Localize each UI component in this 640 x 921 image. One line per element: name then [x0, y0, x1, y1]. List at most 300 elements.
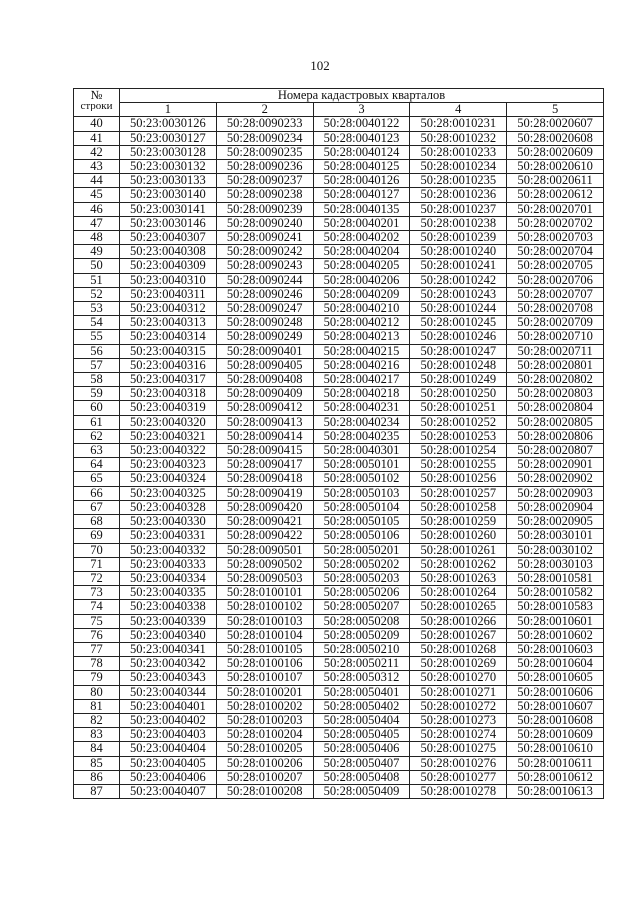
cadastral-number-cell: 50:28:0010249 — [410, 373, 507, 387]
cadastral-number-cell: 50:28:0010253 — [410, 429, 507, 443]
cadastral-number-cell: 50:28:0090240 — [216, 216, 313, 230]
cadastral-number-cell: 50:28:0040234 — [313, 415, 410, 429]
cadastral-number-cell: 50:28:0050105 — [313, 515, 410, 529]
row-number-cell: 76 — [74, 628, 120, 642]
cadastral-number-cell: 50:28:0010613 — [507, 784, 604, 798]
cadastral-number-cell: 50:23:0040317 — [120, 373, 217, 387]
cadastral-number-cell: 50:28:0010232 — [410, 131, 507, 145]
table-row — [74, 444, 604, 458]
cadastral-number-cell: 50:28:0050201 — [313, 543, 410, 557]
cadastral-number-cell: 50:28:0020803 — [507, 387, 604, 401]
table-row — [74, 373, 604, 387]
cadastral-number-cell: 50:28:0010248 — [410, 358, 507, 372]
row-number-cell: 80 — [74, 685, 120, 699]
cadastral-number-cell: 50:28:0090421 — [216, 515, 313, 529]
cadastral-number-cell: 50:28:0100208 — [216, 784, 313, 798]
cadastral-number-cell: 50:23:0030128 — [120, 145, 217, 159]
table-header — [74, 89, 604, 117]
table-row — [74, 415, 604, 429]
cadastral-number-cell: 50:23:0040343 — [120, 671, 217, 685]
row-number-header-sub: строки — [80, 102, 113, 112]
table-row — [74, 117, 604, 131]
cadastral-number-cell: 50:23:0040312 — [120, 302, 217, 316]
cadastral-number-cell: 50:28:0100201 — [216, 685, 313, 699]
cadastral-number-cell: 50:28:0010236 — [410, 188, 507, 202]
cadastral-number-cell: 50:28:0100101 — [216, 586, 313, 600]
cadastral-number-cell: 50:28:0040209 — [313, 287, 410, 301]
row-number-cell: 85 — [74, 756, 120, 770]
column-number-header: 2 — [216, 103, 313, 117]
column-number-header: 1 — [120, 103, 217, 117]
cadastral-number-cell: 50:23:0040332 — [120, 543, 217, 557]
cadastral-number-cell: 50:28:0050209 — [313, 628, 410, 642]
cadastral-number-cell: 50:23:0040310 — [120, 273, 217, 287]
cadastral-number-cell: 50:28:0090248 — [216, 316, 313, 330]
table-row — [74, 486, 604, 500]
row-number-cell: 46 — [74, 202, 120, 216]
cadastral-number-cell: 50:28:0040201 — [313, 216, 410, 230]
row-number-cell: 69 — [74, 529, 120, 543]
cadastral-number-cell: 50:28:0090501 — [216, 543, 313, 557]
table-row — [74, 614, 604, 628]
cadastral-number-cell: 50:28:0010255 — [410, 458, 507, 472]
cadastral-number-cell: 50:23:0040309 — [120, 259, 217, 273]
cadastral-number-cell: 50:28:0020711 — [507, 344, 604, 358]
table-row — [74, 657, 604, 671]
cadastral-number-cell: 50:28:0100207 — [216, 770, 313, 784]
row-number-cell: 56 — [74, 344, 120, 358]
column-number-row — [74, 103, 604, 117]
cadastral-number-cell: 50:28:0010241 — [410, 259, 507, 273]
cadastral-number-cell: 50:28:0040205 — [313, 259, 410, 273]
cadastral-number-cell: 50:28:0010264 — [410, 586, 507, 600]
cadastral-number-cell: 50:28:0090236 — [216, 160, 313, 174]
table-row — [74, 557, 604, 571]
cadastral-number-cell: 50:28:0050208 — [313, 614, 410, 628]
cadastral-number-cell: 50:23:0040315 — [120, 344, 217, 358]
table-row — [74, 642, 604, 656]
row-number-cell: 86 — [74, 770, 120, 784]
row-number-cell: 75 — [74, 614, 120, 628]
cadastral-number-cell: 50:28:0090401 — [216, 344, 313, 358]
cadastral-number-cell: 50:28:0100204 — [216, 728, 313, 742]
cadastral-number-cell: 50:23:0040344 — [120, 685, 217, 699]
cadastral-number-cell: 50:28:0040204 — [313, 245, 410, 259]
cadastral-number-cell: 50:23:0040325 — [120, 486, 217, 500]
table-row — [74, 401, 604, 415]
cadastral-number-cell: 50:23:0030133 — [120, 174, 217, 188]
cadastral-number-cell: 50:28:0100202 — [216, 699, 313, 713]
row-number-cell: 49 — [74, 245, 120, 259]
row-number-cell: 67 — [74, 500, 120, 514]
cadastral-number-cell: 50:23:0040340 — [120, 628, 217, 642]
cadastral-number-cell: 50:28:0050408 — [313, 770, 410, 784]
row-number-cell: 43 — [74, 160, 120, 174]
cadastral-number-cell: 50:28:0090418 — [216, 472, 313, 486]
table-row — [74, 742, 604, 756]
cadastral-number-cell: 50:23:0040403 — [120, 728, 217, 742]
table-row — [74, 728, 604, 742]
cadastral-number-cell: 50:28:0100106 — [216, 657, 313, 671]
cadastral-number-cell: 50:28:0020703 — [507, 231, 604, 245]
cadastral-number-cell: 50:28:0010237 — [410, 202, 507, 216]
cadastral-number-cell: 50:28:0090412 — [216, 401, 313, 415]
cadastral-number-cell: 50:28:0010276 — [410, 756, 507, 770]
row-number-cell: 40 — [74, 117, 120, 131]
cadastral-number-cell: 50:28:0020802 — [507, 373, 604, 387]
cadastral-number-cell: 50:28:0010612 — [507, 770, 604, 784]
table-row — [74, 131, 604, 145]
table-row — [74, 160, 604, 174]
table-row — [74, 472, 604, 486]
cadastral-number-cell: 50:28:0010233 — [410, 145, 507, 159]
cadastral-number-cell: 50:28:0020901 — [507, 458, 604, 472]
cadastral-number-cell: 50:28:0050202 — [313, 557, 410, 571]
cadastral-number-cell: 50:28:0040125 — [313, 160, 410, 174]
cadastral-number-cell: 50:28:0050312 — [313, 671, 410, 685]
cadastral-number-cell: 50:28:0040216 — [313, 358, 410, 372]
cadastral-number-cell: 50:28:0020904 — [507, 500, 604, 514]
cadastral-number-cell: 50:28:0020609 — [507, 145, 604, 159]
row-number-cell: 47 — [74, 216, 120, 230]
cadastral-number-cell: 50:28:0010245 — [410, 316, 507, 330]
cadastral-number-cell: 50:28:0010602 — [507, 628, 604, 642]
cadastral-number-cell: 50:28:0010269 — [410, 657, 507, 671]
row-number-cell: 59 — [74, 387, 120, 401]
cadastral-number-cell: 50:28:0050407 — [313, 756, 410, 770]
cadastral-number-cell: 50:23:0040405 — [120, 756, 217, 770]
cadastral-number-cell: 50:28:0050206 — [313, 586, 410, 600]
row-number-cell: 41 — [74, 131, 120, 145]
cadastral-number-cell: 50:28:0040215 — [313, 344, 410, 358]
cadastral-number-cell: 50:28:0020805 — [507, 415, 604, 429]
cadastral-number-cell: 50:28:0020607 — [507, 117, 604, 131]
table-row — [74, 302, 604, 316]
row-number-cell: 79 — [74, 671, 120, 685]
row-number-cell: 82 — [74, 713, 120, 727]
table-row — [74, 784, 604, 798]
row-number-cell: 81 — [74, 699, 120, 713]
cadastral-number-cell: 50:28:0100203 — [216, 713, 313, 727]
cadastral-number-cell: 50:28:0010268 — [410, 642, 507, 656]
cadastral-number-cell: 50:28:0050404 — [313, 713, 410, 727]
cadastral-number-cell: 50:28:0010271 — [410, 685, 507, 699]
cadastral-number-cell: 50:28:0010611 — [507, 756, 604, 770]
table-row — [74, 344, 604, 358]
cadastral-number-cell: 50:23:0040406 — [120, 770, 217, 784]
table-row — [74, 145, 604, 159]
cadastral-number-cell: 50:28:0090422 — [216, 529, 313, 543]
cadastral-number-cell: 50:28:0020701 — [507, 202, 604, 216]
table-row — [74, 685, 604, 699]
cadastral-number-cell: 50:28:0010277 — [410, 770, 507, 784]
cadastral-number-cell: 50:23:0030127 — [120, 131, 217, 145]
row-number-cell: 72 — [74, 571, 120, 585]
cadastral-number-cell: 50:28:0030102 — [507, 543, 604, 557]
cadastral-number-cell: 50:28:0040135 — [313, 202, 410, 216]
cadastral-number-cell: 50:28:0010238 — [410, 216, 507, 230]
cadastral-number-cell: 50:28:0010247 — [410, 344, 507, 358]
cadastral-number-cell: 50:28:0050402 — [313, 699, 410, 713]
cadastral-number-cell: 50:28:0020704 — [507, 245, 604, 259]
cadastral-number-cell: 50:28:0020708 — [507, 302, 604, 316]
cadastral-number-cell: 50:28:0010258 — [410, 500, 507, 514]
cadastral-number-cell: 50:28:0010266 — [410, 614, 507, 628]
cadastral-number-cell: 50:28:0010250 — [410, 387, 507, 401]
cadastral-number-cell: 50:28:0010607 — [507, 699, 604, 713]
cadastral-number-cell: 50:28:0090249 — [216, 330, 313, 344]
cadastral-number-cell: 50:28:0020710 — [507, 330, 604, 344]
table-row — [74, 316, 604, 330]
cadastral-number-cell: 50:28:0040301 — [313, 444, 410, 458]
row-number-cell: 84 — [74, 742, 120, 756]
cadastral-number-cell: 50:23:0040311 — [120, 287, 217, 301]
cadastral-number-cell: 50:28:0100103 — [216, 614, 313, 628]
cadastral-number-cell: 50:28:0090408 — [216, 373, 313, 387]
table-row — [74, 500, 604, 514]
row-number-cell: 42 — [74, 145, 120, 159]
cadastral-number-cell: 50:28:0100104 — [216, 628, 313, 642]
cadastral-number-cell: 50:28:0090415 — [216, 444, 313, 458]
cadastral-number-cell: 50:28:0010610 — [507, 742, 604, 756]
cadastral-number-cell: 50:28:0030101 — [507, 529, 604, 543]
cadastral-number-cell: 50:28:0050102 — [313, 472, 410, 486]
cadastral-number-cell: 50:23:0040402 — [120, 713, 217, 727]
table-row — [74, 671, 604, 685]
cadastral-number-cell: 50:28:0040122 — [313, 117, 410, 131]
cadastral-number-cell: 50:28:0010254 — [410, 444, 507, 458]
cadastral-number-cell: 50:28:0090233 — [216, 117, 313, 131]
row-number-cell: 68 — [74, 515, 120, 529]
cadastral-number-cell: 50:28:0010262 — [410, 557, 507, 571]
cadastral-number-cell: 50:28:0010256 — [410, 472, 507, 486]
row-number-cell: 83 — [74, 728, 120, 742]
cadastral-number-cell: 50:28:0090237 — [216, 174, 313, 188]
row-number-cell: 55 — [74, 330, 120, 344]
cadastral-number-cell: 50:28:0020612 — [507, 188, 604, 202]
row-number-cell: 66 — [74, 486, 120, 500]
table-row — [74, 245, 604, 259]
row-number-cell: 57 — [74, 358, 120, 372]
cadastral-number-cell: 50:28:0090247 — [216, 302, 313, 316]
row-number-header — [74, 89, 120, 117]
table-row — [74, 529, 604, 543]
cadastral-number-cell: 50:28:0090238 — [216, 188, 313, 202]
row-number-cell: 64 — [74, 458, 120, 472]
cadastral-number-cell: 50:23:0040313 — [120, 316, 217, 330]
table-row — [74, 713, 604, 727]
cadastral-number-cell: 50:28:0040124 — [313, 145, 410, 159]
cadastral-number-cell: 50:28:0010234 — [410, 160, 507, 174]
cadastral-number-cell: 50:28:0020702 — [507, 216, 604, 230]
cadastral-number-cell: 50:28:0050104 — [313, 500, 410, 514]
cadastral-number-cell: 50:23:0040407 — [120, 784, 217, 798]
row-number-cell: 52 — [74, 287, 120, 301]
cadastral-number-cell: 50:28:0050101 — [313, 458, 410, 472]
table-row — [74, 543, 604, 557]
cadastral-number-cell: 50:28:0010240 — [410, 245, 507, 259]
cadastral-number-cell: 50:28:0050207 — [313, 600, 410, 614]
cadastral-number-cell: 50:28:0010257 — [410, 486, 507, 500]
cadastral-number-cell: 50:28:0020610 — [507, 160, 604, 174]
row-number-cell: 87 — [74, 784, 120, 798]
cadastral-number-cell: 50:28:0040127 — [313, 188, 410, 202]
cadastral-number-cell: 50:28:0020902 — [507, 472, 604, 486]
cadastral-number-cell: 50:23:0040330 — [120, 515, 217, 529]
cadastral-number-cell: 50:23:0040324 — [120, 472, 217, 486]
table-row — [74, 628, 604, 642]
cadastral-number-cell: 50:28:0040217 — [313, 373, 410, 387]
cadastral-number-cell: 50:28:0010244 — [410, 302, 507, 316]
cadastral-number-cell: 50:28:0040202 — [313, 231, 410, 245]
cadastral-number-cell: 50:28:0090235 — [216, 145, 313, 159]
cadastral-number-cell: 50:28:0010263 — [410, 571, 507, 585]
table-row — [74, 202, 604, 216]
table-row — [74, 188, 604, 202]
cadastral-number-cell: 50:28:0100205 — [216, 742, 313, 756]
table-row — [74, 174, 604, 188]
cadastral-number-cell: 50:28:0010261 — [410, 543, 507, 557]
cadastral-number-cell: 50:23:0040320 — [120, 415, 217, 429]
cadastral-number-cell: 50:28:0040212 — [313, 316, 410, 330]
cadastral-number-cell: 50:28:0040235 — [313, 429, 410, 443]
cadastral-number-cell: 50:28:0010583 — [507, 600, 604, 614]
cadastral-number-cell: 50:23:0040333 — [120, 557, 217, 571]
cadastral-number-cell: 50:28:0050203 — [313, 571, 410, 585]
cadastral-number-cell: 50:28:0100105 — [216, 642, 313, 656]
cadastral-number-cell: 50:28:0100107 — [216, 671, 313, 685]
cadastral-number-cell: 50:28:0090417 — [216, 458, 313, 472]
cadastral-number-cell: 50:28:0010252 — [410, 415, 507, 429]
cadastral-number-cell: 50:28:0050409 — [313, 784, 410, 798]
table-row — [74, 216, 604, 230]
cadastral-number-cell: 50:28:0090246 — [216, 287, 313, 301]
cadastral-number-cell: 50:23:0040318 — [120, 387, 217, 401]
table-row — [74, 458, 604, 472]
table-row — [74, 429, 604, 443]
row-number-cell: 58 — [74, 373, 120, 387]
cadastral-number-cell: 50:23:0040321 — [120, 429, 217, 443]
cadastral-number-cell: 50:23:0040331 — [120, 529, 217, 543]
cadastral-number-cell: 50:28:0020608 — [507, 131, 604, 145]
cadastral-number-cell: 50:28:0090414 — [216, 429, 313, 443]
page-number: 102 — [310, 58, 330, 73]
quarters-group-header: Номера кадастровых кварталов — [120, 89, 604, 103]
cadastral-number-cell: 50:28:0090243 — [216, 259, 313, 273]
row-number-header-label: № — [90, 88, 103, 102]
cadastral-number-cell: 50:23:0040308 — [120, 245, 217, 259]
cadastral-number-cell: 50:28:0010606 — [507, 685, 604, 699]
cadastral-number-cell: 50:28:0040210 — [313, 302, 410, 316]
cadastral-number-cell: 50:23:0040339 — [120, 614, 217, 628]
cadastral-number-cell: 50:28:0090502 — [216, 557, 313, 571]
cadastral-number-cell: 50:23:0040316 — [120, 358, 217, 372]
table-row — [74, 756, 604, 770]
cadastral-number-cell: 50:28:0010239 — [410, 231, 507, 245]
cadastral-number-cell: 50:28:0010235 — [410, 174, 507, 188]
cadastral-number-cell: 50:28:0020905 — [507, 515, 604, 529]
cadastral-number-cell: 50:28:0010246 — [410, 330, 507, 344]
row-number-cell: 53 — [74, 302, 120, 316]
cadastral-number-cell: 50:28:0020707 — [507, 287, 604, 301]
cadastral-number-cell: 50:28:0040123 — [313, 131, 410, 145]
row-number-cell: 48 — [74, 231, 120, 245]
cadastral-number-cell: 50:28:0010605 — [507, 671, 604, 685]
table-row — [74, 571, 604, 585]
cadastral-number-cell: 50:28:0050103 — [313, 486, 410, 500]
table-body — [74, 117, 604, 799]
cadastral-quarters-table — [73, 88, 604, 799]
cadastral-number-cell: 50:28:0010273 — [410, 713, 507, 727]
cadastral-number-cell: 50:28:0010278 — [410, 784, 507, 798]
row-number-cell: 63 — [74, 444, 120, 458]
table-row — [74, 515, 604, 529]
cadastral-number-cell: 50:28:0020804 — [507, 401, 604, 415]
cadastral-number-cell: 50:28:0090413 — [216, 415, 313, 429]
table-row — [74, 387, 604, 401]
row-number-cell: 50 — [74, 259, 120, 273]
cadastral-number-cell: 50:28:0010609 — [507, 728, 604, 742]
cadastral-number-cell: 50:28:0090241 — [216, 231, 313, 245]
table-row — [74, 330, 604, 344]
cadastral-number-cell: 50:28:0100102 — [216, 600, 313, 614]
cadastral-number-cell: 50:28:0010272 — [410, 699, 507, 713]
cadastral-number-cell: 50:23:0040401 — [120, 699, 217, 713]
row-number-cell: 65 — [74, 472, 120, 486]
row-number-cell: 54 — [74, 316, 120, 330]
row-number-cell: 71 — [74, 557, 120, 571]
cadastral-number-cell: 50:28:0010231 — [410, 117, 507, 131]
cadastral-number-cell: 50:28:0090239 — [216, 202, 313, 216]
table-row — [74, 699, 604, 713]
row-number-cell: 77 — [74, 642, 120, 656]
cadastral-number-cell: 50:28:0030103 — [507, 557, 604, 571]
table-row — [74, 586, 604, 600]
row-number-cell: 74 — [74, 600, 120, 614]
cadastral-number-cell: 50:28:0050406 — [313, 742, 410, 756]
cadastral-number-cell: 50:28:0100206 — [216, 756, 313, 770]
row-number-cell: 45 — [74, 188, 120, 202]
cadastral-number-cell: 50:23:0030126 — [120, 117, 217, 131]
cadastral-number-cell: 50:23:0040319 — [120, 401, 217, 415]
row-number-cell: 51 — [74, 273, 120, 287]
cadastral-number-cell: 50:23:0040341 — [120, 642, 217, 656]
cadastral-number-cell: 50:28:0020903 — [507, 486, 604, 500]
cadastral-number-cell: 50:23:0040338 — [120, 600, 217, 614]
row-number-cell: 78 — [74, 657, 120, 671]
row-number-cell: 60 — [74, 401, 120, 415]
cadastral-number-cell: 50:28:0090419 — [216, 486, 313, 500]
cadastral-number-cell: 50:23:0040307 — [120, 231, 217, 245]
table-row — [74, 770, 604, 784]
cadastral-number-cell: 50:28:0010274 — [410, 728, 507, 742]
cadastral-number-cell: 50:28:0040231 — [313, 401, 410, 415]
row-number-cell: 62 — [74, 429, 120, 443]
cadastral-number-cell: 50:28:0090405 — [216, 358, 313, 372]
cadastral-number-cell: 50:23:0030132 — [120, 160, 217, 174]
cadastral-number-cell: 50:28:0020706 — [507, 273, 604, 287]
row-number-cell: 44 — [74, 174, 120, 188]
cadastral-number-cell: 50:28:0090234 — [216, 131, 313, 145]
cadastral-number-cell: 50:28:0040213 — [313, 330, 410, 344]
cadastral-number-cell: 50:28:0090409 — [216, 387, 313, 401]
cadastral-number-cell: 50:23:0040342 — [120, 657, 217, 671]
cadastral-number-cell: 50:28:0010608 — [507, 713, 604, 727]
cadastral-number-cell: 50:28:0050401 — [313, 685, 410, 699]
cadastral-number-cell: 50:23:0040335 — [120, 586, 217, 600]
cadastral-number-cell: 50:28:0090242 — [216, 245, 313, 259]
cadastral-number-cell: 50:23:0030140 — [120, 188, 217, 202]
